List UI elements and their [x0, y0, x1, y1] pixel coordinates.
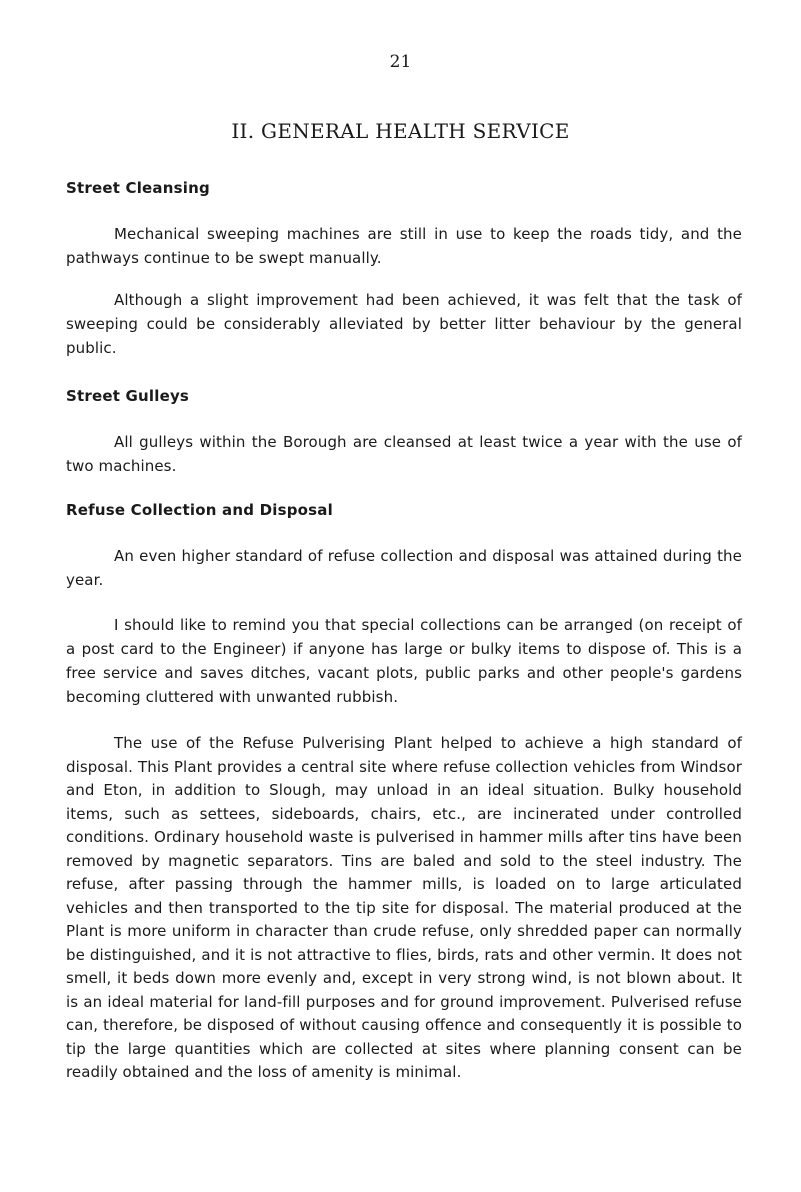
paragraph-refuse-1: An even higher standard of refuse collection and disposal was attained during the year.: [66, 547, 742, 589]
heading-refuse-collection: Refuse Collection and Disposal: [66, 501, 333, 519]
paragraph-refuse-2: I should like to remind you that special collections can be arranged (on receipt of a post card to the Engineer) if anyone has large or bulky items to dispose of. This is a free service and saves ditches, vacant plots, public parks and other people's gardens becoming cluttered with unwanted rubbish.: [66, 616, 742, 706]
page-number: 21: [389, 52, 412, 72]
page-title: II. GENERAL HEALTH SERVICE: [231, 119, 570, 143]
paragraph-street-cleansing-1: Mechanical sweeping machines are still in use to keep the roads tidy, and the pathways continue to be swept manually.: [66, 225, 742, 267]
heading-street-gulleys: Street Gulleys: [66, 387, 190, 405]
paragraph-refuse-3: The use of the Refuse Pulverising Plant helped to achieve a high standard of disposal. This Plant provides a central site where refuse collection vehicles from Windsor and Eton, in addition to Slough, may unload in an ideal situation. Bulky household items, such as settees, sideboards, chairs, etc., are incinerated under controlled conditions. Ordinary household waste is pulverised in hammer mills after tins have been removed by magnetic separators. Tins are baled and sold to the steel industry. The refuse, after passing through the hammer mills, is loaded on to large articulated vehicles and then transported to the tip site for disposal. The material produced at the Plant is more uniform in character than crude refuse, only shredded paper can normally be distinguished, and it is not attractive to flies, birds, rats and other vermin. It does not smell, it beds down more evenly and, except in very strong wind, is not blown about. It is an ideal material for land-fill purposes and for ground improvement. Pulverised refuse can, therefore, be disposed of without causing offence and consequently it is possible to tip the large quantities which are collected at sites where planning consent can be readily obtained and the loss of amenity is minimal.: [66, 734, 742, 1081]
paragraph-street-gulleys-1: All gulleys within the Borough are cleansed at least twice a year with the use of two machines.: [66, 433, 742, 475]
heading-street-cleansing: Street Cleansing: [66, 179, 210, 197]
paragraph-street-cleansing-2: Although a slight improvement had been achieved, it was felt that the task of sweeping could be considerably alleviated by better litter behaviour by the general public.: [66, 291, 742, 357]
